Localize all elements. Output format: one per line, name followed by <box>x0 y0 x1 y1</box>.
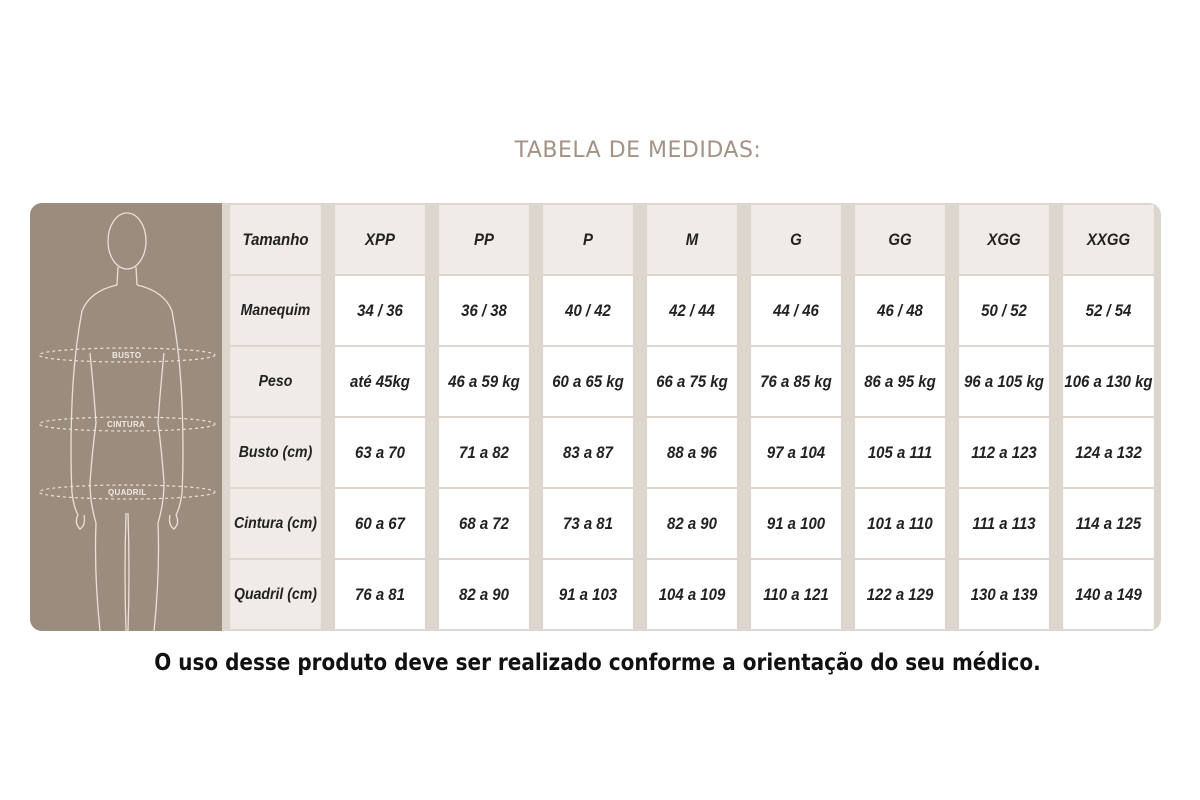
table-cell: 63 a 70 <box>335 418 425 487</box>
table-cell: 68 a 72 <box>439 489 529 558</box>
table-cell: 46 a 59 kg <box>439 347 529 416</box>
table-cell: 96 a 105 kg <box>959 347 1049 416</box>
figure-label-busto: BUSTO <box>112 351 142 360</box>
header-cell-xxgg: XXGG <box>1063 205 1154 274</box>
table-cell: 111 a 113 <box>959 489 1049 558</box>
table-cell: 88 a 96 <box>647 418 737 487</box>
table-cell: 60 a 65 kg <box>543 347 633 416</box>
table-cell: 71 a 82 <box>439 418 529 487</box>
table-cell: 34 / 36 <box>335 276 425 345</box>
table-cell: 122 a 129 <box>855 560 945 629</box>
table-cell: 101 a 110 <box>855 489 945 558</box>
header-cell-xpp: XPP <box>335 205 425 274</box>
table-cell: 76 a 85 kg <box>751 347 841 416</box>
size-table <box>224 205 1160 628</box>
table-cell: 91 a 103 <box>543 560 633 629</box>
row-label-quadril: Quadril (cm) <box>230 560 321 629</box>
table-cell: 44 / 46 <box>751 276 841 345</box>
table-cell: 114 a 125 <box>1063 489 1154 558</box>
header-cell-gg: GG <box>855 205 945 274</box>
table-cell: 83 a 87 <box>543 418 633 487</box>
table-cell: 130 a 139 <box>959 560 1049 629</box>
figure-label-cintura: CINTURA <box>107 420 146 429</box>
row-label-busto: Busto (cm) <box>230 418 321 487</box>
header-cell-m: M <box>647 205 737 274</box>
body-silhouette-panel <box>30 203 222 631</box>
table-cell: 40 / 42 <box>543 276 633 345</box>
page-title: TABELA DE MEDIDAS: <box>514 138 762 163</box>
table-cell: 86 a 95 kg <box>855 347 945 416</box>
body-outline-icon <box>30 203 222 631</box>
header-cell-pp: PP <box>439 205 529 274</box>
table-cell: 105 a 111 <box>855 418 945 487</box>
figure-label-quadril: QUADRIL <box>108 488 147 497</box>
header-cell-p: P <box>543 205 633 274</box>
table-cell: 60 a 67 <box>335 489 425 558</box>
row-label-manequim: Manequim <box>230 276 321 345</box>
table-cell: 112 a 123 <box>959 418 1049 487</box>
table-cell: 76 a 81 <box>335 560 425 629</box>
table-cell: 140 a 149 <box>1063 560 1154 629</box>
table-cell: 124 a 132 <box>1063 418 1154 487</box>
row-label-cintura: Cintura (cm) <box>230 489 321 558</box>
table-cell: 66 a 75 kg <box>647 347 737 416</box>
table-cell: 42 / 44 <box>647 276 737 345</box>
row-label-peso: Peso <box>230 347 321 416</box>
table-cell: 91 a 100 <box>751 489 841 558</box>
table-cell: 104 a 109 <box>647 560 737 629</box>
table-cell: 46 / 48 <box>855 276 945 345</box>
header-cell-tamanho: Tamanho <box>230 205 321 274</box>
table-cell: 73 a 81 <box>543 489 633 558</box>
table-cell: 82 a 90 <box>439 560 529 629</box>
table-cell: 97 a 104 <box>751 418 841 487</box>
table-cell: 36 / 38 <box>439 276 529 345</box>
table-cell: 82 a 90 <box>647 489 737 558</box>
table-cell: 110 a 121 <box>751 560 841 629</box>
table-cell: 106 a 130 kg <box>1063 347 1154 416</box>
header-cell-xgg: XGG <box>959 205 1049 274</box>
table-cell: 50 / 52 <box>959 276 1049 345</box>
medical-advice-note: O uso desse produto deve ser realizado conforme a orientação do seu médico. <box>154 650 1041 676</box>
header-cell-g: G <box>751 205 841 274</box>
table-cell: até 45kg <box>335 347 425 416</box>
table-cell: 52 / 54 <box>1063 276 1154 345</box>
